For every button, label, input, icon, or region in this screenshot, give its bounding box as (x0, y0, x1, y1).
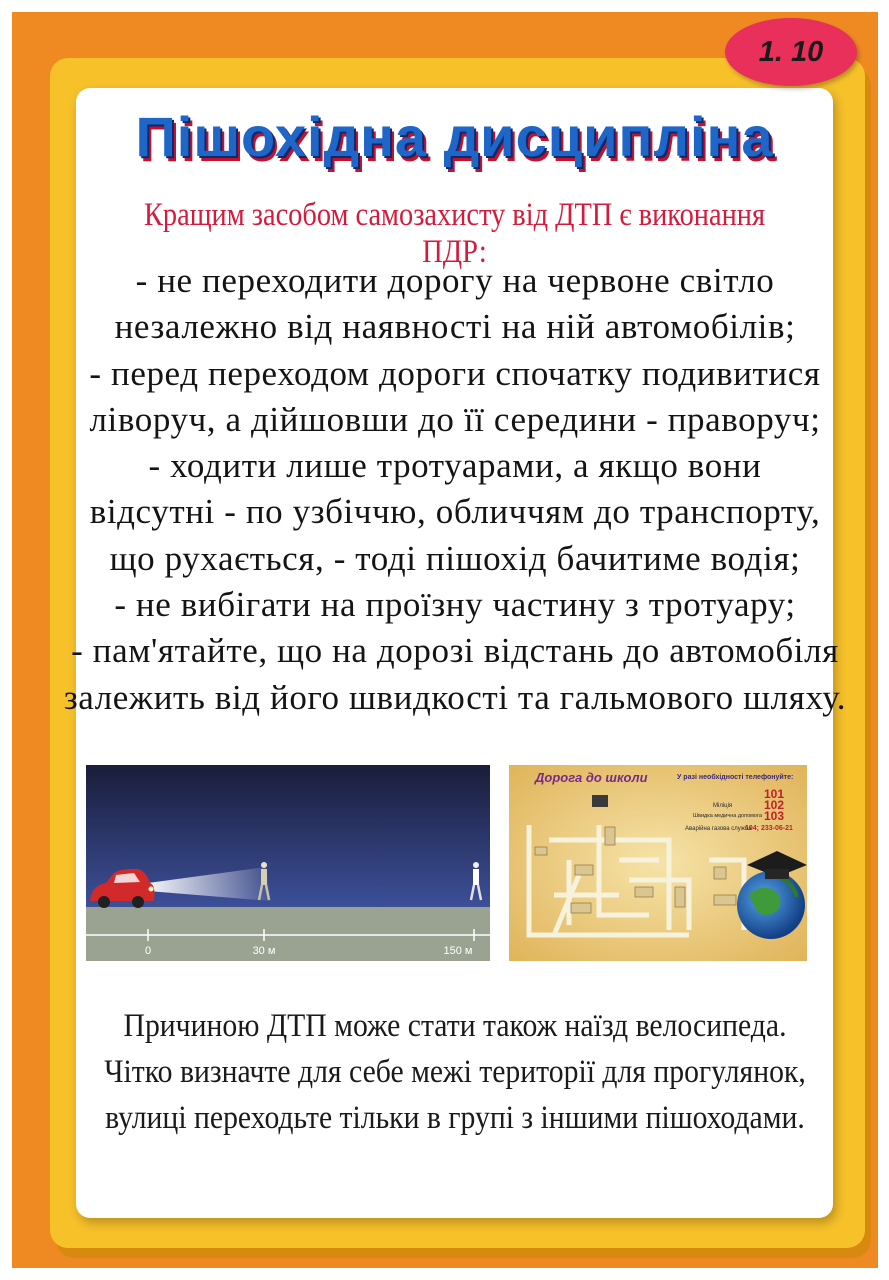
page-number: 1. 10 (758, 35, 824, 68)
school-map-svg (509, 765, 807, 961)
rules-list (60, 258, 850, 721)
service-name: Міліція (713, 803, 733, 809)
phones-heading: У разі необхідності телефонуйте: (677, 774, 794, 781)
rule-line: що рухається, - тоді пішохід бачитиме водія; (109, 538, 801, 578)
night-visibility-svg (86, 765, 490, 961)
rule-line: відсутні - по узбіччю, обличчям до транспорту, (89, 492, 821, 532)
emergency-numbers: 104; 233-06-21 (745, 825, 793, 832)
distance-label: 150 м (443, 945, 473, 957)
rule-line: - ходити лише тротуарами, а якщо вони (148, 446, 762, 486)
rule-line: - перед переходом дороги спочатку подивитися (89, 353, 821, 393)
rule-line: - не переходити дорогу на червоне світло (135, 261, 775, 300)
rule-line: незалежно від наявності на ній автомобілів; (114, 307, 796, 347)
rule-line: ліворуч, а дійшовши до її середини - праворуч; (89, 399, 821, 439)
distance-label: 30 м (252, 945, 276, 957)
footer-line: Чітко визначте для себе межі території для прогулянок, (104, 1054, 806, 1090)
rule-line: залежить від його швидкості та гальмового шляху. (63, 677, 847, 717)
footer-line: вулиці переходьте тільки в групі з іншими пішоходами. (105, 1100, 805, 1136)
phone-number: 101 (764, 787, 785, 801)
night-visibility-illustration (86, 765, 490, 961)
globe-icon (737, 871, 805, 939)
school-route-map (509, 765, 807, 961)
footer-line: Причиною ДТП може стати також наїзд велосипеда. (123, 1008, 787, 1044)
school-building-icon (592, 795, 608, 807)
footer-text (60, 1003, 850, 1141)
rule-line: - не вибігати на проїзну частину з тротуару; (114, 585, 796, 625)
poster-subtitle: Кращим засобом самозахисту від ДТП є виконання ПДР: (143, 197, 766, 270)
poster-title: Пішохідна дисципліна (135, 105, 774, 168)
distance-label: 0 (144, 945, 152, 957)
page-number-badge (725, 18, 857, 86)
service-name: Швидка медична допомога (693, 813, 762, 819)
rule-line: - пам'ятайте, що на дорозі відстань до автомобіля (71, 631, 839, 671)
emergency-service: Аварійна газова служба (685, 826, 752, 832)
phone-number: 103 (764, 809, 785, 823)
map-title: Дорога до школи (535, 770, 648, 785)
phone-number: 102 (764, 798, 785, 812)
